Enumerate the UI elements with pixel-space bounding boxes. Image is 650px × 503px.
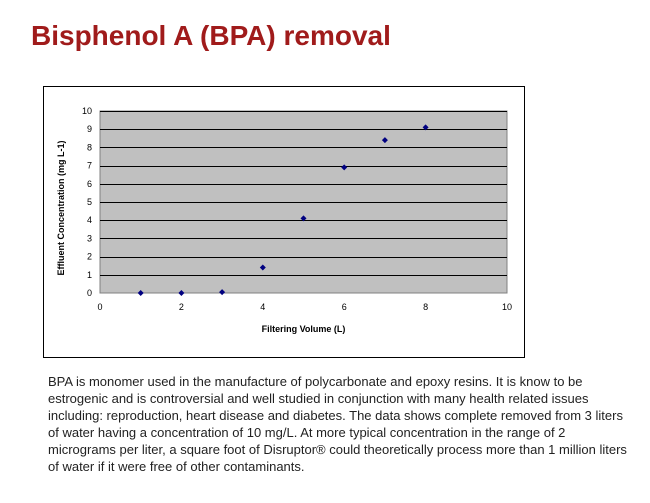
y-tick-label: 3 bbox=[86, 233, 92, 244]
y-tick-label: 0 bbox=[86, 288, 92, 298]
x-tick-label: 8 bbox=[423, 302, 429, 312]
bpa-scatter-chart bbox=[44, 87, 524, 357]
x-tick-label: 0 bbox=[97, 302, 103, 312]
x-axis-ticks bbox=[97, 302, 512, 312]
chart-container bbox=[43, 86, 525, 358]
y-tick-label: 2 bbox=[86, 251, 92, 262]
x-tick-label: 4 bbox=[260, 302, 266, 312]
y-tick-label: 9 bbox=[86, 124, 92, 135]
x-axis-title: Filtering Volume (L) bbox=[261, 324, 346, 334]
y-tick-label: 8 bbox=[86, 142, 92, 153]
x-tick-label: 6 bbox=[341, 302, 347, 312]
y-tick-label: 1 bbox=[86, 269, 92, 280]
y-tick-label: 7 bbox=[86, 160, 92, 171]
x-tick-label: 2 bbox=[178, 302, 184, 312]
description-text: BPA is monomer used in the manufacture of polycarbonate and epoxy resins. It is know to be estrogenic and is controversial and well studied in conjunction with many health related issues including: reproduction, heart disease and diabetes. The data shows complete removed from 3 liters of water having a concentration of 10 mg/L. At more typical concentration in the range of 2 micrograms per liter, a square foot of Disruptor® could theoretically process more than 1 million liters of water if it were free of other contaminants. bbox=[48, 374, 627, 474]
y-axis-title: Effluent Concentration (mg L-1) bbox=[56, 140, 66, 276]
y-axis-ticks bbox=[82, 106, 92, 298]
page-title: Bisphenol A (BPA) removal bbox=[31, 20, 391, 51]
x-tick-label: 10 bbox=[501, 302, 513, 312]
y-tick-label: 5 bbox=[86, 197, 92, 207]
y-tick-label: 6 bbox=[86, 178, 92, 189]
y-tick-label: 4 bbox=[86, 215, 92, 226]
y-tick-label: 10 bbox=[81, 106, 92, 116]
